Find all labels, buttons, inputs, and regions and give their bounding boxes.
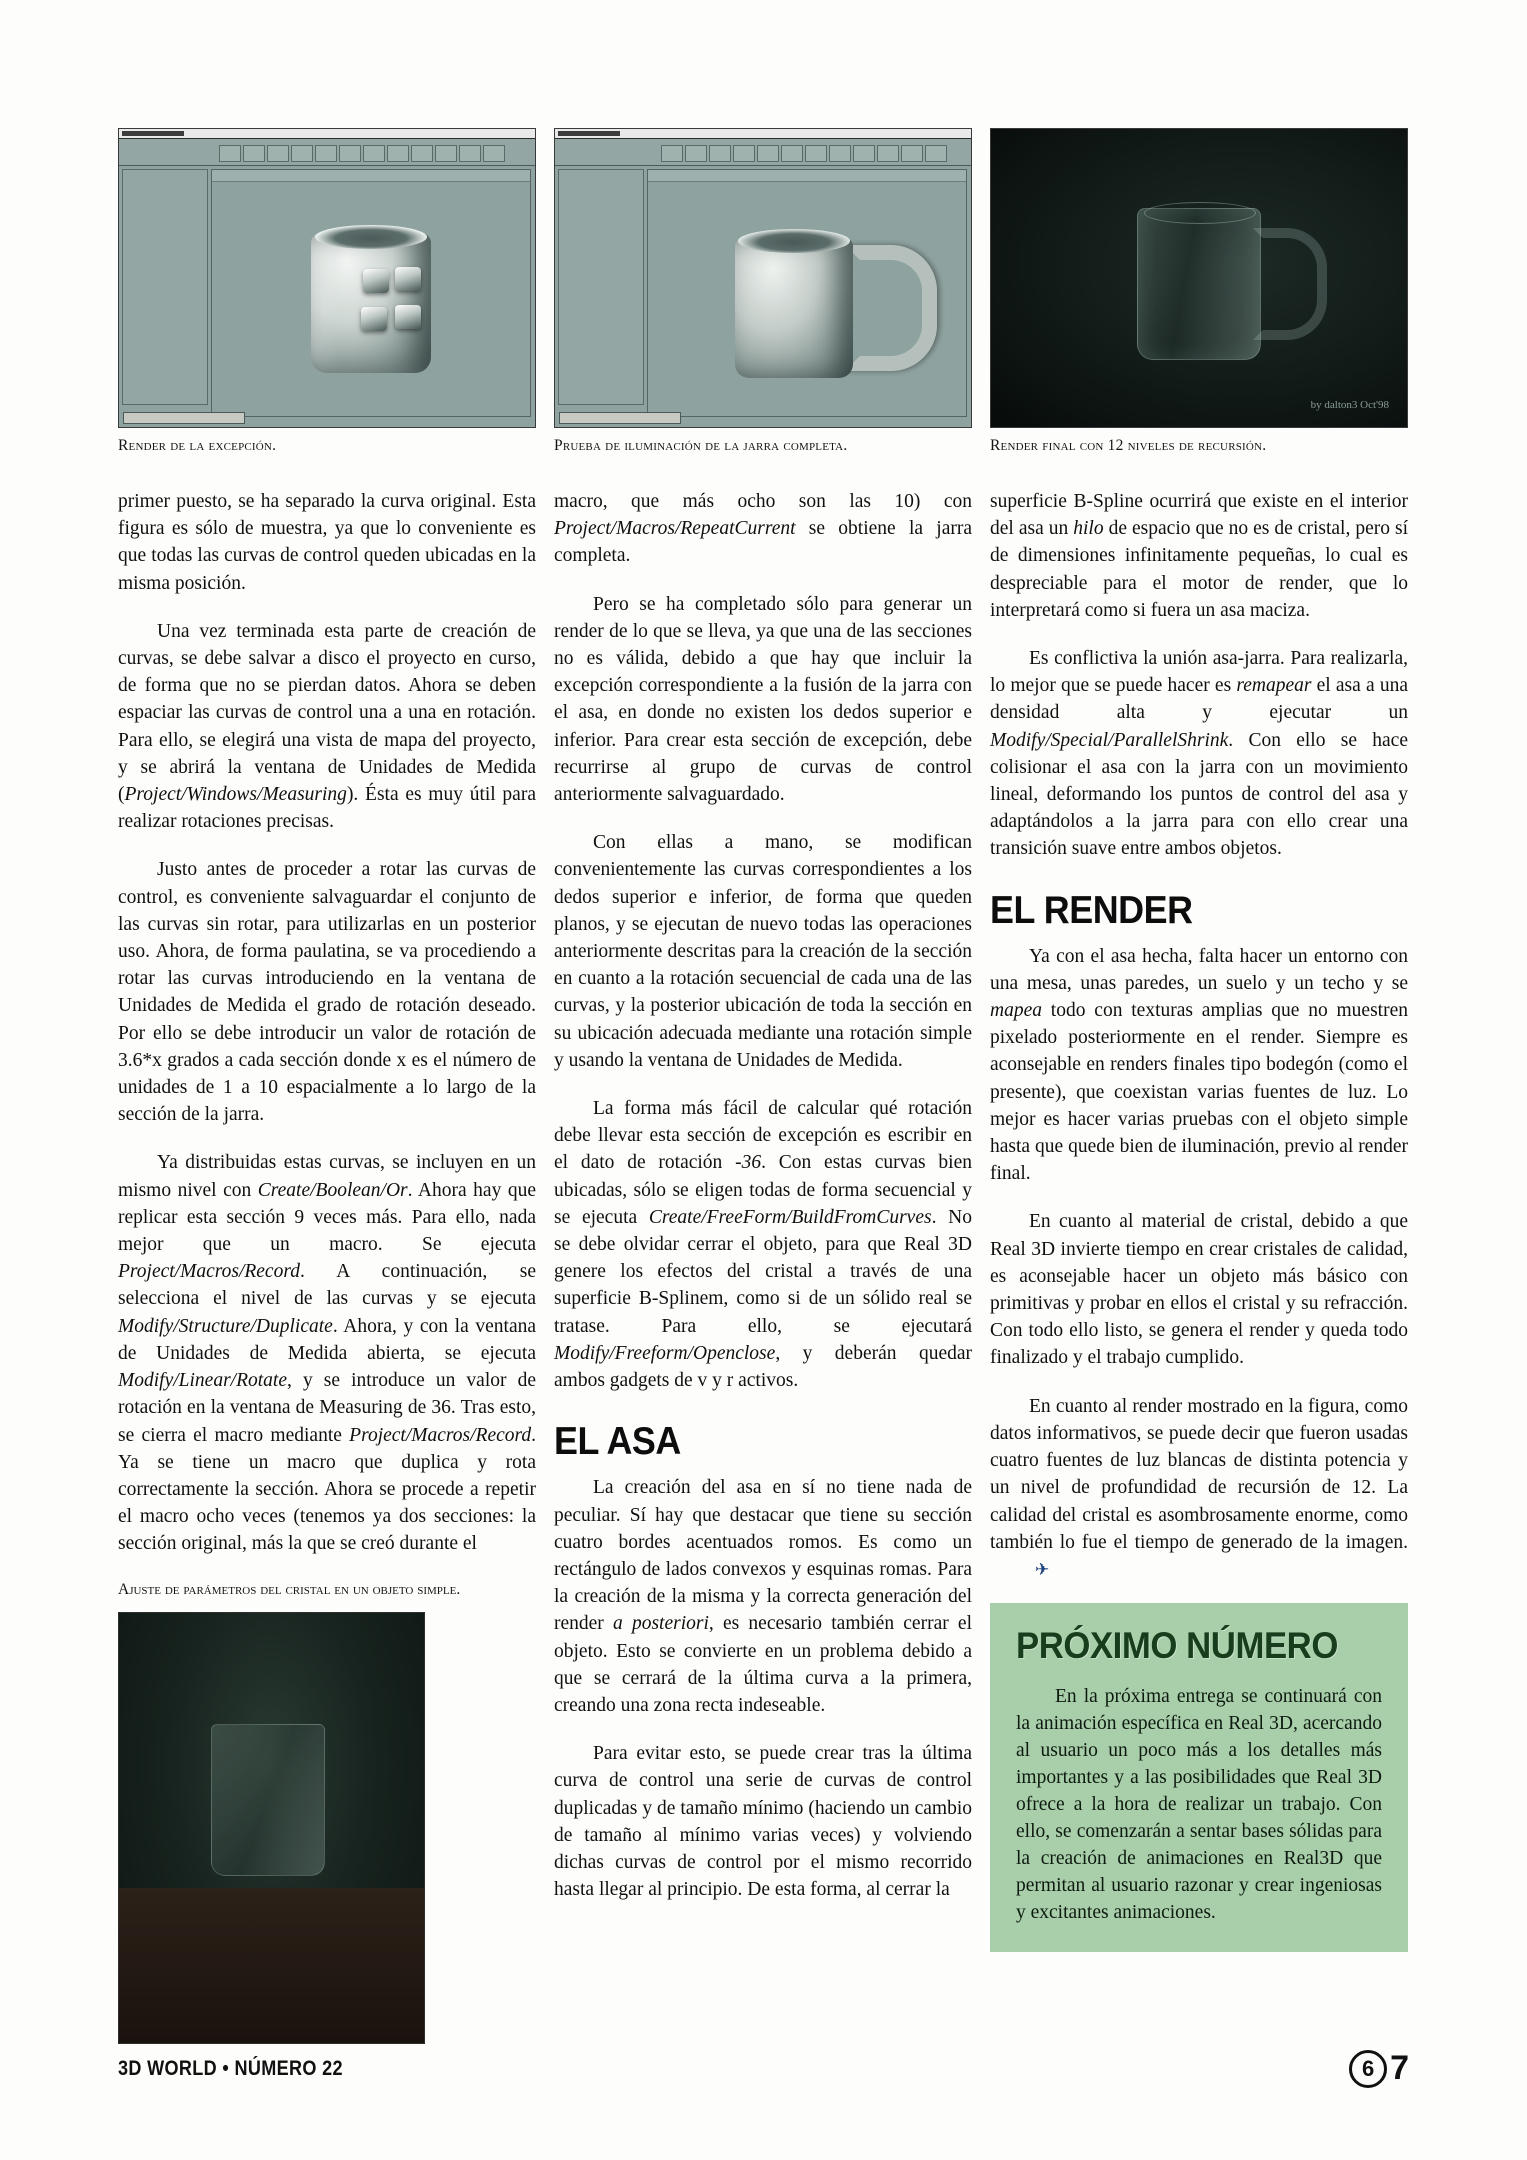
mug-render bbox=[735, 238, 853, 378]
paragraph: Una vez terminada esta parte de creación de curvas, se debe salvar a disco el proyecto en curso, de forma que no se pierdan datos. Ahora se deben espaciar las curvas de control una a una en rotación. Para ello, se elegirá una vista de mapa del proyecto, y se abrirá la ventana de Unidades de Medida (Project/Windows/Measuring). Ésta es muy útil para realizar rotaciones precisas. bbox=[118, 620, 536, 833]
paragraph: Para evitar esto, se puede crear tras la última curva de control una serie de curvas de control duplicadas y de tamaño mínimo (haciendo un cambio de tamaño al mínimo varias veces) y volviendo dichas curvas de control por el mismo recorrido hasta llegar al principio. De esta forma, al cerrar la bbox=[554, 1743, 972, 1901]
paragraph: Con ellas a mano, se modifican convenientemente las curvas correspondientes a los dedos superior e inferior, de forma que queden planos, y se ejecutan de nuevo todas las operaciones anteriormente descritas para la creación de la sección en cuanto a la rotación secuencial de cada una de las curvas, y la posterior ubicación de toda la sección en su ubicación adecuada mediante una rotación simple y usando la ventana de Unidades de Medida. bbox=[554, 832, 972, 1071]
column-1 bbox=[118, 488, 536, 2044]
paragraph: La creación del asa en sí no tiene nada de peculiar. Sí hay que destacar que tiene su sección cuatro bordes acentuados romos. Es como un rectángulo de lados convexos y esquinas romas. Para la creación de la misma y la correcta generación del render a posteriori, es necesario también cerrar el objeto. Esto se convierte en un problema debido a que se cerrará de la última curva a la primera, creando una zona recta indeseable. bbox=[554, 1477, 972, 1716]
screenshot-image-1 bbox=[118, 128, 536, 428]
paragraph: superficie B-Spline ocurrirá que existe en el interior del asa un hilo de espacio que no es de cristal, pero sí de dimensiones infinitamente pequeñas, lo cual es despreciable para el motor de render, que lo interpretará como si fuera un asa maciza. bbox=[990, 491, 1408, 621]
tool-panel bbox=[122, 169, 208, 405]
mug-handle bbox=[845, 245, 937, 371]
promo-title: PRÓXIMO NÚMERO bbox=[1016, 1625, 1338, 1667]
window-toolbar bbox=[555, 139, 971, 166]
paragraph: primer puesto, se ha separado la curva original. Esta figura es sólo de muestra, ya que lo conveniente es que todas las curvas de control queden ubicadas en la misma posición. bbox=[118, 491, 536, 594]
article-columns bbox=[118, 488, 1408, 2044]
figure-caption: Render de la excepción. bbox=[118, 437, 277, 454]
paragraph: Pero se ha completado sólo para generar un render de lo que se lleva, ya que una de las secciones no es válida, debido a que hay que incluir la excepción correspondiente a la fusión de la jarra con el asa, en donde no existen los dedos superior e inferior. Para crear esta sección de excepción, debe recurrirse al grupo de curvas de control anteriormente salvaguardado. bbox=[554, 593, 972, 806]
paragraph: En cuanto al material de cristal, debido a que Real 3D invierte tiempo en crear cristales de calidad, es aconsejable hacer un objeto más básico con primitivas y probar en ellos el cristal y su refracción. Con todo ello listo, se genera el render y queda todo finalizado y el trabajo cumplido. bbox=[990, 1211, 1408, 1369]
window-titlebar bbox=[119, 129, 535, 139]
paragraph: La forma más fácil de calcular qué rotación debe llevar esta sección de excepción es escribir en el dato de rotación -36. Con estas curvas bien ubicadas, sólo se eligen todas de forma secuencial y se ejecuta Create/FreeForm/BuildFromCurves. No se debe olvidar cerrar el objeto, para que Real 3D genere los efectos del cristal a través de una superficie B-Splinem, como si de un sólido real se tratase. Para ello, se ejecutará Modify/Freeform/Openclose, y deberán quedar ambos gadgets de v y r activos. bbox=[554, 1098, 972, 1392]
screenshot-image-2 bbox=[554, 128, 972, 428]
render-signature: by dalton3 Oct'98 bbox=[1310, 399, 1389, 411]
end-of-article-mark: ✈ bbox=[1035, 1559, 1050, 1579]
page-number-circle-digit: 6 bbox=[1349, 2050, 1387, 2088]
viewport bbox=[647, 169, 967, 417]
window-titlebar bbox=[555, 129, 971, 139]
promo-body: En la próxima entrega se continuará con la animación específica en Real 3D, acercando al usuario un poco más a los detalles más importantes y a las posibilidades que Real 3D ofrece a la hora de realizar un trabajo. Con ello, se comenzarán a sentar bases sólidas para la creación de animaciones en Real3D que permitan al usuario razonar y crear ingeniosas y excitantes animaciones. bbox=[1016, 1686, 1382, 1924]
photo-cristal-objeto-simple bbox=[118, 1612, 425, 2044]
paragraph: Justo antes de proceder a rotar las curvas de control, es conveniente salvaguardar el conjunto de las curvas sin rotar, para utilizarlas en un posterior uso. Ahora, de forma paulatina, se va procediendo a rotar las curvas introduciendo en la ventana de Unidades de Medida el grado de rotación deseado. Por ello se debe introducir un valor de rotación de 3.6*x grados a cada sección donde x es el número de unidades de 1 a 10 espacialmente a lo largo de la sección de la jarra. bbox=[118, 859, 536, 1126]
column-3 bbox=[990, 488, 1408, 2044]
footer-magazine-title: 3D WORLD • NÚMERO 22 bbox=[118, 2056, 343, 2080]
status-bar bbox=[559, 412, 681, 424]
column-2 bbox=[554, 488, 972, 2044]
page-footer bbox=[118, 2049, 1409, 2088]
final-render-image bbox=[990, 128, 1408, 428]
paragraph: Ya con el asa hecha, falta hacer un entorno con una mesa, unas paredes, un suelo y un techo y se mapea todo con texturas amplias que no muestren pixelado posteriormente en el render. Siempre es aconsejable en renders finales tipo bodegón (como el presente), que coexistan varias fuentes de luz. Lo mejor es hacer varias pruebas con el objeto simple hasta que quede bien de iluminación, previo al render final. bbox=[990, 945, 1408, 1185]
tool-panel bbox=[558, 169, 644, 405]
mug-render bbox=[311, 233, 431, 373]
paragraph: Ya distribuidas estas curvas, se incluyen en un mismo nivel con Create/Boolean/Or. Ahora hay que replicar esta sección 9 veces más. Para ello, nada mejor que un macro. Se ejecuta Project/Macros/Record. A continuación, se selecciona el nivel de las curvas y se ejecuta Modify/Structure/Duplicate. Ahora, y con la ventana de Unidades de Medida abierta, se ejecuta Modify/Linear/Rotate, y se introduce un valor de rotación en la ventana de Measuring de 36. Tras esto, se cierra el macro mediante Project/Macros/Record. Ya se tiene un macro que duplica y rota correctamente la sección. Ahora se procede a repetir el macro ocho veces (tenemos ya dos secciones: la sección original, más la que se creó durante el bbox=[118, 1152, 536, 1555]
figure-prueba-iluminacion bbox=[554, 128, 972, 455]
glass-handle bbox=[1253, 228, 1327, 340]
glass-object bbox=[211, 1724, 325, 1876]
paragraph-text: En cuanto al render mostrado en la figura, como datos informativos, se puede decir que fueron usadas cuatro fuentes de luz blancas de distinta potencia y un nivel de profundidad de recursión de 12. La calidad del cristal es asombrosamente enorme, como también lo fue el tiempo de generado de la imagen. bbox=[990, 1395, 1408, 1553]
section-heading-el-render: EL RENDER bbox=[990, 888, 1193, 932]
figure-render-final bbox=[990, 128, 1408, 455]
page-number-digit: 7 bbox=[1390, 2049, 1409, 2087]
paragraph-last bbox=[990, 1393, 1408, 1583]
glass-mug bbox=[1137, 208, 1261, 360]
paragraph: macro, que más ocho son las 10) con Project/Macros/RepeatCurrent se obtiene la jarra completa. bbox=[554, 491, 972, 567]
viewport bbox=[211, 169, 531, 417]
status-bar bbox=[123, 412, 245, 424]
figure-render-excepcion bbox=[118, 128, 536, 455]
photo-caption: Ajuste de parámetros del cristal en un objeto simple. bbox=[118, 1580, 461, 1598]
page-number bbox=[1349, 2049, 1409, 2088]
table-surface bbox=[119, 1888, 424, 2043]
promo-box-proximo-numero bbox=[990, 1603, 1408, 1952]
window-toolbar bbox=[119, 139, 535, 166]
section-heading-el-asa: EL ASA bbox=[554, 1420, 681, 1464]
paragraph: Es conflictiva la unión asa-jarra. Para realizarla, lo mejor que se puede hacer es remapear el asa a una densidad alta y ejecutar un Modify/Special/ParallelShrink. Con ello se hace colisionar el asa con la jarra con un movimiento lineal, deformando los puntos de control del asa y adaptándolos a la jarra para con ello crear una transición suave entre ambos objetos. bbox=[990, 648, 1408, 860]
figure-caption: Render final con 12 niveles de recursión. bbox=[990, 437, 1267, 454]
figure-caption: Prueba de iluminación de la jarra completa. bbox=[554, 437, 848, 454]
figure-row bbox=[118, 128, 1408, 455]
